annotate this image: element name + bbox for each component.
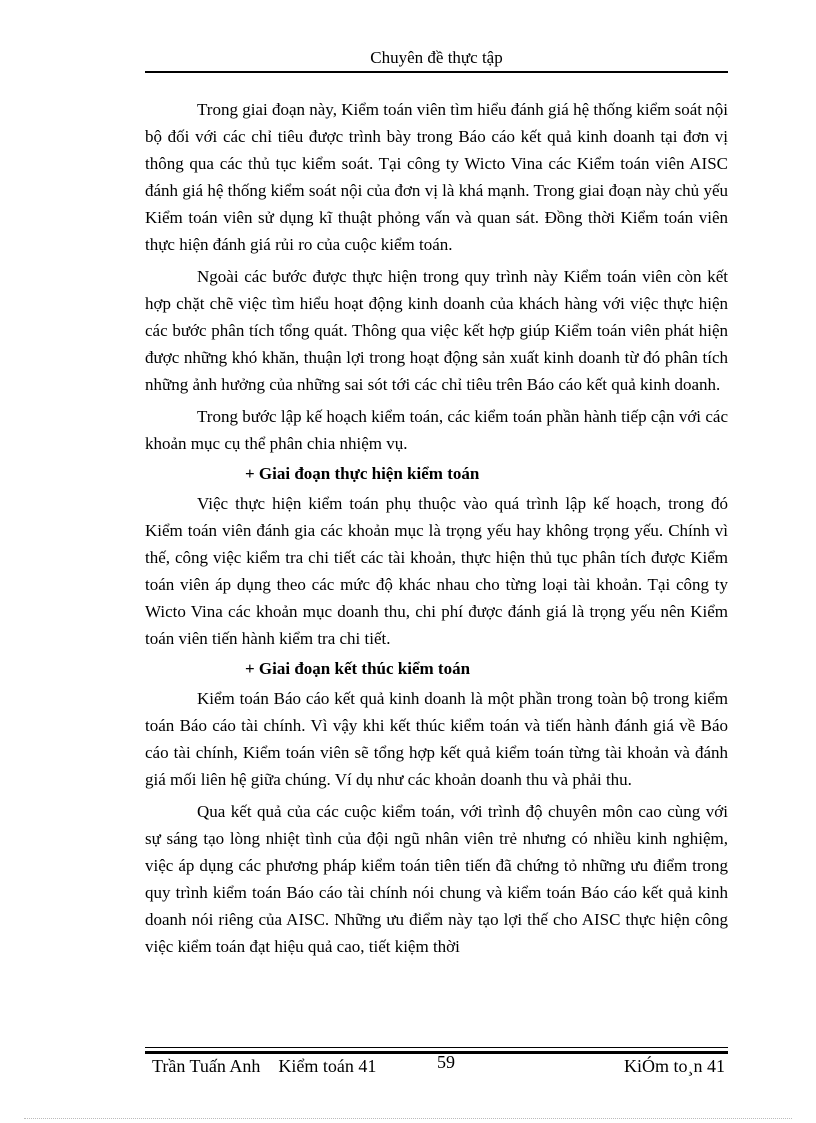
paragraph-3: Trong bước lập kế hoạch kiểm toán, các kiểm toán phần hành tiếp cận với các khoản mục cụ thể phân chia nhiệm vụ. (145, 407, 728, 453)
header-divider (145, 71, 728, 73)
document-body (145, 96, 728, 965)
footer-author: Trần Tuấn Anh Kiểm toán 41 (152, 1056, 377, 1076)
page-bottom-border (24, 1118, 792, 1119)
section-heading-conclusion: + Giai đoạn kết thúc kiểm toán (245, 659, 471, 678)
paragraph-6: Qua kết quả của các cuộc kiểm toán, với trình độ chuyên môn cao cùng với sự sáng tạo lòng nhiệt tình của đội ngũ nhân viên trẻ nhưng có nhiều kinh nghiệm, việc áp dụng các phương pháp kiểm toán tiên tiến đã chứng tỏ những ưu điểm trong quy trình kiểm toán Báo cáo tài chính nói chung và kiểm toán Báo cáo kết quả kinh doanh nói riêng của AISC. Những ưu điểm này tạo lợi thế cho AISC thực hiện công việc kiểm toán đạt hiệu quả cao, tiết kiệm thời (145, 802, 728, 956)
paragraph-2: Ngoài các bước được thực hiện trong quy trình này Kiểm toán viên còn kết hợp chặt chẽ việc tìm hiểu hoạt động kinh doanh của khách hàng với việc thực hiện các bước phân tích tổng quát. Thông qua việc kết hợp giúp Kiểm toán viên phát hiện được những khó khăn, thuận lợi trong hoạt động sản xuất kinh doanh từ đó phân tích những ảnh hưởng của những sai sót tới các chỉ tiêu trên Báo cáo kết quả kinh doanh. (145, 267, 728, 394)
paragraph-4: Việc thực hiện kiểm toán phụ thuộc vào quá trình lập kế hoạch, trong đó Kiểm toán viên đánh gia các khoản mục là trọng yếu hay không trọng yếu. Chính vì thế, công việc kiểm tra chi tiết các tài khoản, thực hiện thủ tục phân tích được Kiểm toán viên áp dụng theo các mức độ khác nhau cho từng loại tài khoản. Tại công ty Wicto Vina các khoản mục doanh thu, chi phí được đánh giá là trọng yếu nên Kiểm toán viên tiến hành kiểm tra chi tiết. (145, 494, 728, 648)
page-header-title: Chuyên đề thực tập (370, 48, 503, 67)
paragraph-1: Trong giai đoạn này, Kiểm toán viên tìm hiểu đánh giá hệ thống kiểm soát nội bộ đối với các chỉ tiêu được trình bày trong Báo cáo kết quả kinh doanh tại đơn vị thông qua các thủ tục kiểm soát. Tại công ty Wicto Vina các Kiểm toán viên AISC đánh giá hệ thống kiểm soát nội của đơn vị là khá mạnh. Trong giai đoạn này chủ yếu Kiểm toán viên sử dụng kĩ thuật phỏng vấn và quan sát. Đồng thời Kiểm toán viên thực hiện đánh giá rủi ro của cuộc kiểm toán. (145, 100, 728, 254)
section-heading-execution: + Giai đoạn thực hiện kiểm toán (245, 464, 480, 483)
footer-right-text: KiÓm to¸n 41 (624, 1056, 725, 1076)
paragraph-5: Kiểm toán Báo cáo kết quả kinh doanh là một phần trong toàn bộ trong kiểm toán Báo cáo tài chính. Vì vậy khi kết thúc kiểm toán và tiến hành đánh giá về Báo cáo tài chính, Kiểm toán viên sẽ tổng hợp kết quả kiểm toán từng tài khoản và đánh giá mối liên hệ giữa chúng. Ví dụ như các khoản doanh thu và phải thu. (145, 689, 728, 789)
footer-divider-thin (145, 1047, 728, 1048)
page-number: 59 (437, 1052, 455, 1072)
